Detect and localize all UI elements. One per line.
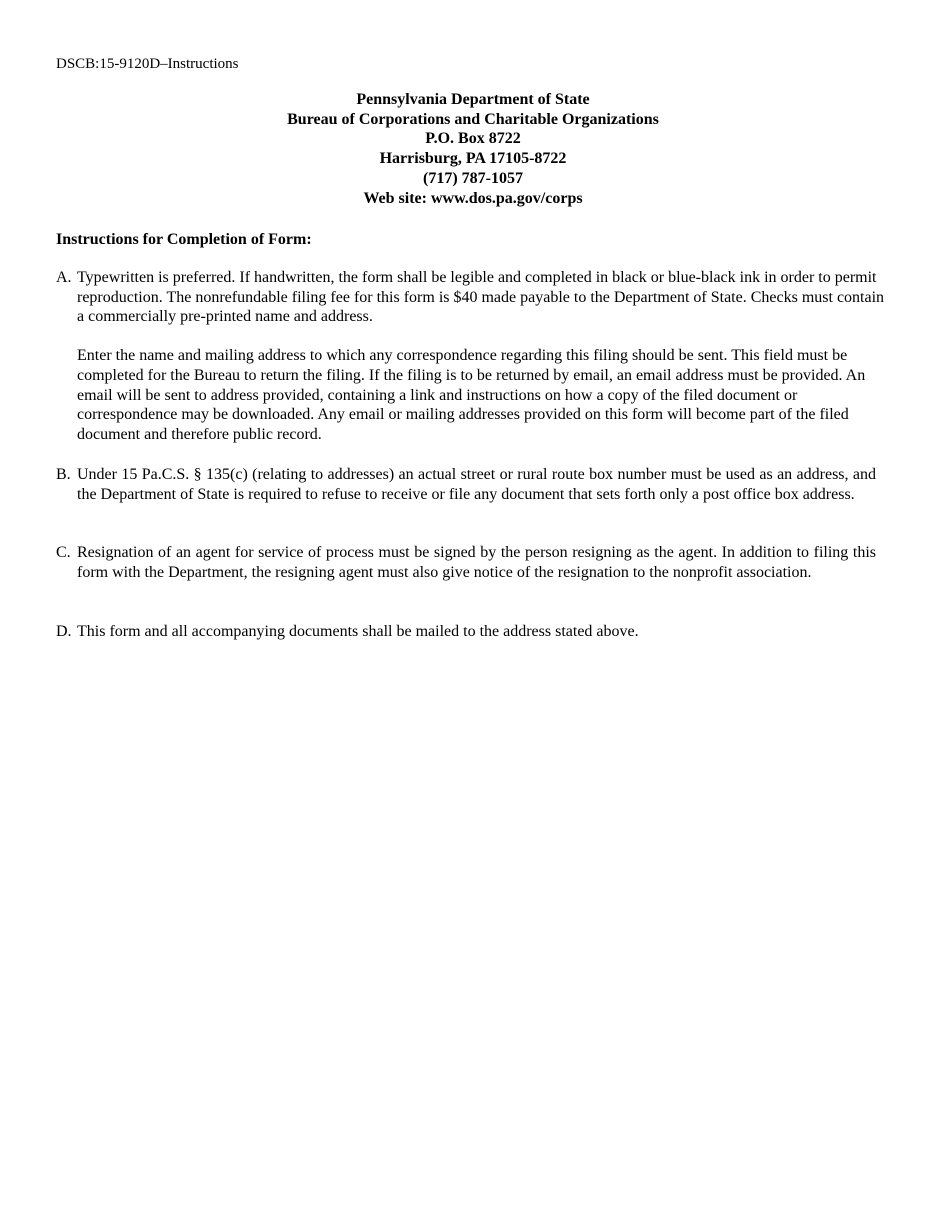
item-a-paragraph-1: Typewritten is preferred. If handwritten, the form shall be legible and completed in black or blue-black ink in order to permit reproduction. The nonrefundable filing fee for this form is $40 made payable to the Department of State. Checks must contain a commercially pre-printed name and address.	[77, 269, 885, 326]
item-letter: C.	[56, 544, 71, 561]
item-letter: A.	[56, 269, 72, 286]
phone-number: (717) 787-1057	[423, 169, 523, 187]
item-a-paragraph-2: Enter the name and mailing address to which any correspondence regarding this filing should be sent. This field must be completed for the Bureau to return the filing. If the filing is to be returned by email, an email address must be provided. An email will be sent to address provided, containing a link and instructions on how a copy of the filed document or correspondence may be downloaded. Any email or mailing addresses provided on this form will become part of the filed document and therefore public record.	[77, 347, 866, 443]
city-state-zip: Harrisburg, PA 17105-8722	[379, 150, 567, 168]
item-letter: D.	[56, 623, 72, 640]
po-box: P.O. Box 8722	[425, 130, 521, 148]
item-c-paragraph-1: Resignation of an agent for service of process must be signed by the person resigning as the agent. In addition to filing this form with the Department, the resigning agent must also give notice of the resignation to the nonprofit association.	[77, 544, 876, 581]
instructions-title: Instructions for Completion of Form:	[56, 231, 312, 248]
bureau-name: Bureau of Corporations and Charitable Organizations	[287, 110, 659, 128]
website: Web site: www.dos.pa.gov/corps	[363, 189, 583, 207]
agency-header	[0, 90, 946, 208]
item-letter: B.	[56, 466, 71, 483]
item-d-paragraph-1: This form and all accompanying documents shall be mailed to the address stated above.	[77, 623, 639, 640]
item-b-paragraph-1: Under 15 Pa.C.S. § 135(c) (relating to addresses) an actual street or rural route box number must be used as an address, and the Department of State is required to refuse to receive or file any document that sets forth only a post office box address.	[77, 466, 876, 503]
form-code: DSCB:15-9120D–Instructions	[56, 56, 239, 72]
instruction-item-c	[56, 543, 876, 582]
instruction-item-a	[56, 268, 886, 444]
instruction-item-d	[56, 622, 876, 642]
agency-name: Pennsylvania Department of State	[356, 91, 590, 108]
instruction-item-b	[56, 465, 876, 504]
